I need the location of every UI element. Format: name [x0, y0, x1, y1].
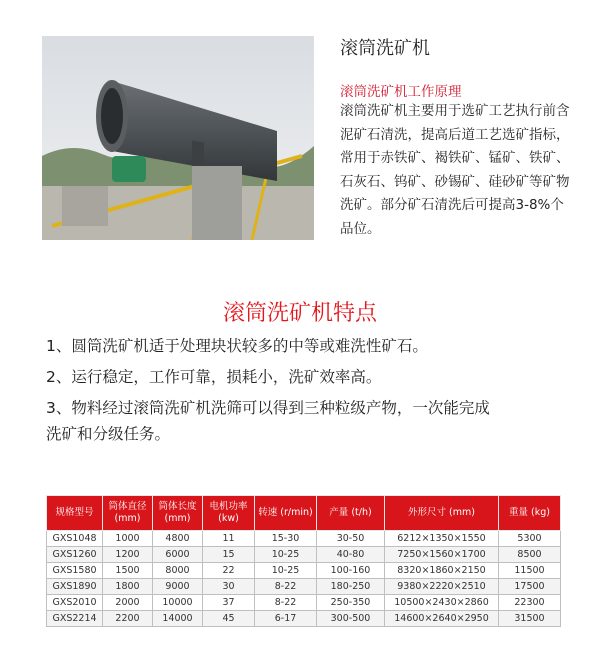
table-cell: 15 [203, 547, 255, 563]
feature-item [46, 395, 566, 447]
table-cell: 250-350 [317, 595, 385, 611]
table-cell: 4800 [153, 531, 203, 547]
table-cell: 8-22 [255, 579, 317, 595]
table-cell: 2000 [103, 595, 153, 611]
table-cell: 40-80 [317, 547, 385, 563]
principle-text: 滚筒洗矿机主要用于选矿工艺执行前含泥矿石清洗，提高后道工艺选矿指标，常用于赤铁矿、褐铁矿、锰矿、铁矿、石灰石、钨矿、砂锡矿、硅砂矿等矿物洗矿。部分矿石清洗后可提高3-8%个品位。 [340, 103, 570, 237]
table-header: 筒体长度 (mm) [153, 496, 203, 531]
table-cell: 45 [203, 611, 255, 627]
table-cell: 14600×2640×2950 [385, 611, 499, 627]
table-cell: GXS1890 [47, 579, 103, 595]
table-cell: 8500 [499, 547, 561, 563]
table-cell: 30-50 [317, 531, 385, 547]
table-cell: 8-22 [255, 595, 317, 611]
table-header: 转速 (r/min) [255, 496, 317, 531]
table-row [47, 611, 561, 627]
table-cell: 300-500 [317, 611, 385, 627]
table-cell: 8320×1860×2150 [385, 563, 499, 579]
table-cell: 1500 [103, 563, 153, 579]
table-cell: 1800 [103, 579, 153, 595]
table-cell: 15-30 [255, 531, 317, 547]
table-cell: 180-250 [317, 579, 385, 595]
table-header: 外形尺寸 (mm) [385, 496, 499, 531]
feature-item-text: 3、物料经过滚筒洗矿机洗筛可以得到三种粒级产物，一次能完成 [46, 399, 490, 417]
table-row [47, 595, 561, 611]
product-title: 滚筒洗矿机 [340, 38, 430, 59]
table-cell: 6000 [153, 547, 203, 563]
feature-item-cont: 洗矿和分级任务。 [46, 425, 171, 443]
table-header: 重量 (kg) [499, 496, 561, 531]
table-cell: 9000 [153, 579, 203, 595]
table-header: 规格型号 [47, 496, 103, 531]
table-cell: 14000 [153, 611, 203, 627]
table-cell: GXS1260 [47, 547, 103, 563]
table-cell: 37 [203, 595, 255, 611]
table-cell: 6-17 [255, 611, 317, 627]
table-cell: GXS1048 [47, 531, 103, 547]
table-cell: 8000 [153, 563, 203, 579]
table-cell: 31500 [499, 611, 561, 627]
table-cell: GXS2214 [47, 611, 103, 627]
table-cell: 11500 [499, 563, 561, 579]
table-cell: 22 [203, 563, 255, 579]
table-row [47, 547, 561, 563]
table-header-row [47, 496, 561, 531]
table-cell: 10500×2430×2860 [385, 595, 499, 611]
features-title: 滚筒洗矿机特点 [222, 301, 377, 326]
table-cell: 17500 [499, 579, 561, 595]
table-cell: 10000 [153, 595, 203, 611]
table-cell: 1200 [103, 547, 153, 563]
table-row [47, 563, 561, 579]
table-cell: 2200 [103, 611, 153, 627]
product-photo [42, 36, 314, 240]
table-cell: 30 [203, 579, 255, 595]
table-row [47, 579, 561, 595]
table-cell: 11 [203, 531, 255, 547]
table-cell: 9380×2220×2510 [385, 579, 499, 595]
spec-table [46, 495, 560, 627]
table-row [47, 531, 561, 547]
feature-item: 2、运行稳定，工作可靠，损耗小，洗矿效率高。 [46, 368, 382, 386]
table-header: 筒体直径 (mm) [103, 496, 153, 531]
table-cell: 10-25 [255, 547, 317, 563]
table-cell: 6212×1350×1550 [385, 531, 499, 547]
table-cell: 5300 [499, 531, 561, 547]
principle-heading: 滚筒洗矿机工作原理 [340, 84, 462, 100]
table-cell: 10-25 [255, 563, 317, 579]
table-cell: GXS2010 [47, 595, 103, 611]
table-cell: 1000 [103, 531, 153, 547]
table-cell: GXS1580 [47, 563, 103, 579]
table-cell: 22300 [499, 595, 561, 611]
table-header: 产量 (t/h) [317, 496, 385, 531]
table-cell: 7250×1560×1700 [385, 547, 499, 563]
table-cell: 100-160 [317, 563, 385, 579]
table-header: 电机功率 (kw) [203, 496, 255, 531]
feature-item: 1、圆筒洗矿机适于处理块状较多的中等或难洗性矿石。 [46, 337, 428, 355]
